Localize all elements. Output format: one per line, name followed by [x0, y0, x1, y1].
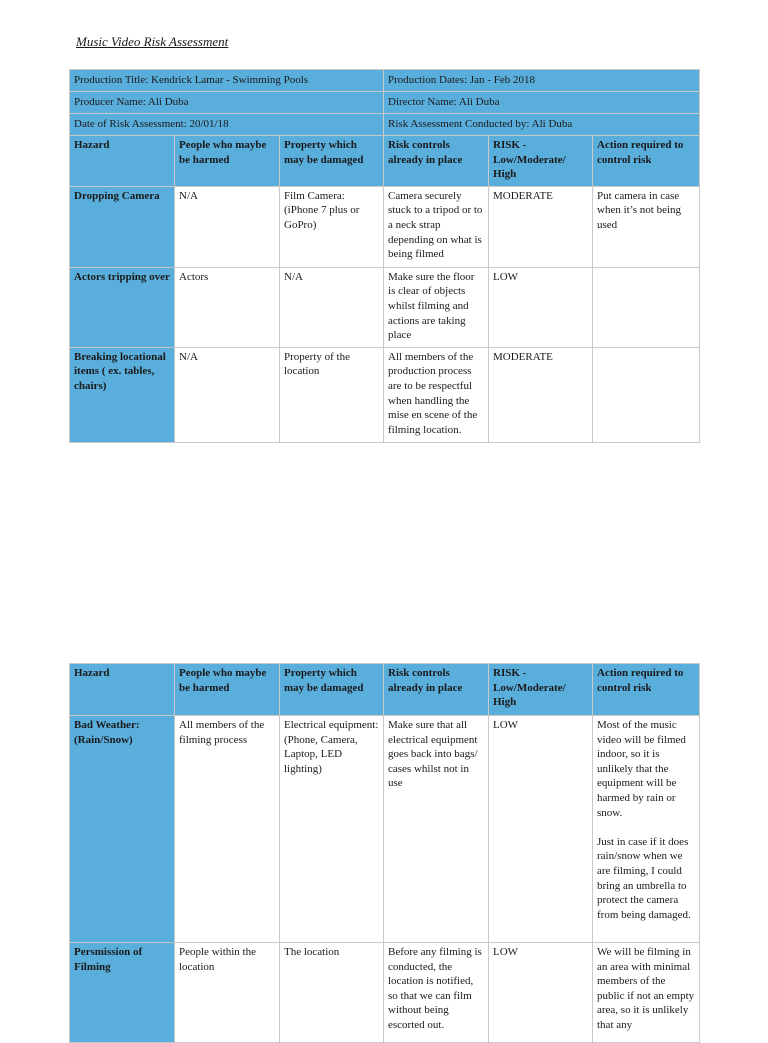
people-cell: N/A	[175, 186, 280, 267]
property-cell: Film Camera: (iPhone 7 plus or GoPro)	[280, 186, 384, 267]
table-row	[70, 347, 700, 442]
hazard-cell: Bad Weather: (Rain/Snow)	[70, 716, 175, 943]
director-name: Director Name: Ali Duba	[384, 92, 700, 114]
header-risk: RISK - Low/Moderate/ High	[489, 664, 593, 716]
header-controls: Risk controls already in place	[384, 664, 489, 716]
table-row	[70, 267, 700, 347]
action-cell	[593, 716, 700, 943]
header-risk: RISK - Low/Moderate/ High	[489, 136, 593, 187]
risk-cell: LOW	[489, 943, 593, 1043]
action-cell: We will be filming in an area with minimal members of the public if not an empty area, so it is unlikely that any	[593, 943, 700, 1043]
controls-cell: Camera securely stuck to a tripod or to a neck strap depending on what is being filmed	[384, 186, 489, 267]
info-row	[70, 114, 700, 136]
hazard-cell: Dropping Camera	[70, 186, 175, 267]
risk-cell: LOW	[489, 267, 593, 347]
header-action: Action required to control risk	[593, 136, 700, 187]
hazard-cell: Actors tripping over	[70, 267, 175, 347]
table-header-row	[70, 664, 700, 716]
table-row	[70, 943, 700, 1043]
header-people: People who maybe be harmed	[175, 136, 280, 187]
action-paragraph: Most of the music video will be filmed indoor, so it is unlikely that the equipment will be harmed by rain or snow.	[597, 719, 686, 819]
hazard-cell: Persmission of Filming	[70, 943, 175, 1043]
risk-cell: LOW	[489, 716, 593, 943]
info-row	[70, 70, 700, 92]
table-header-row	[70, 136, 700, 187]
table-row	[70, 186, 700, 267]
controls-cell: Make sure the floor is clear of objects whilst filming and actions are taking place	[384, 267, 489, 347]
controls-cell: All members of the production process are to be respectful when handling the mise en scene of the filming location.	[384, 347, 489, 442]
action-cell	[593, 267, 700, 347]
producer-name: Producer Name: Ali Duba	[70, 92, 384, 114]
info-row	[70, 92, 700, 114]
action-cell: Put camera in case when it’s not being used	[593, 186, 700, 267]
risk-assessment-table-1	[69, 69, 700, 443]
people-cell: N/A	[175, 347, 280, 442]
production-dates: Production Dates: Jan - Feb 2018	[384, 70, 700, 92]
property-cell: Electrical equipment: (Phone, Camera, Laptop, LED lighting)	[280, 716, 384, 943]
header-people: People who maybe be harmed	[175, 664, 280, 716]
header-hazard: Hazard	[70, 136, 175, 187]
production-title: Production Title: Kendrick Lamar - Swimming Pools	[70, 70, 384, 92]
people-cell: People within the location	[175, 943, 280, 1043]
header-property: Property which may be damaged	[280, 664, 384, 716]
assessment-conducted-by: Risk Assessment Conducted by: Ali Duba	[384, 114, 700, 136]
controls-cell: Before any filming is conducted, the location is notified, so that we can film without being escorted out.	[384, 943, 489, 1043]
property-cell: Property of the location	[280, 347, 384, 442]
action-paragraph: Just in case if it does rain/snow when we are filming, I could bring an umbrella to protect the camera from being damaged.	[597, 835, 691, 921]
date-of-risk-assessment: Date of Risk Assessment: 20/01/18	[70, 114, 384, 136]
action-cell	[593, 347, 700, 442]
document-title: Music Video Risk Assessment	[76, 34, 229, 49]
property-cell: N/A	[280, 267, 384, 347]
hazard-cell: Breaking locational items ( ex. tables, chairs)	[70, 347, 175, 442]
header-controls: Risk controls already in place	[384, 136, 489, 187]
risk-cell: MODERATE	[489, 186, 593, 267]
table-row	[70, 716, 700, 943]
header-property: Property which may be damaged	[280, 136, 384, 187]
people-cell: All members of the filming process	[175, 716, 280, 943]
people-cell: Actors	[175, 267, 280, 347]
controls-cell: Make sure that all electrical equipment goes back into bags/ cases whilst not in use	[384, 716, 489, 943]
header-action: Action required to control risk	[593, 664, 700, 716]
risk-assessment-table-2	[69, 663, 700, 1043]
risk-cell: MODERATE	[489, 347, 593, 442]
header-hazard: Hazard	[70, 664, 175, 716]
property-cell: The location	[280, 943, 384, 1043]
